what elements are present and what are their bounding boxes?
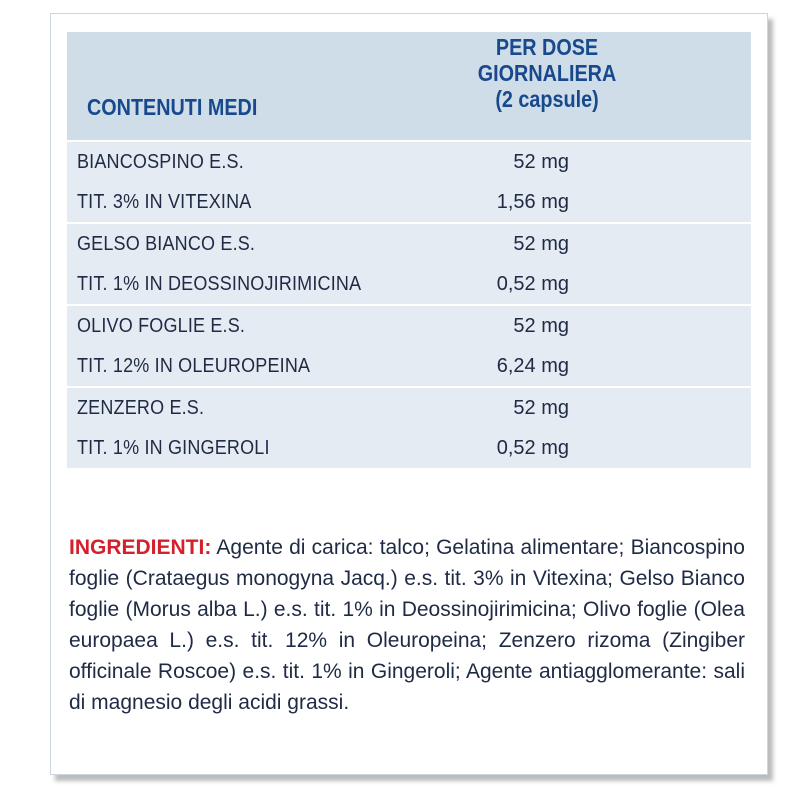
table-row-group bbox=[67, 142, 751, 222]
row-value: 0,52 mg bbox=[496, 437, 569, 459]
table-row bbox=[67, 224, 751, 264]
table-row-group bbox=[67, 224, 751, 304]
ingredients-label: INGREDIENTI: bbox=[69, 536, 212, 559]
table-row bbox=[67, 388, 751, 428]
header-per-dose bbox=[461, 34, 633, 112]
header-line-3: (2 capsule) bbox=[495, 86, 599, 112]
row-name: OLIVO FOGLIE E.S. bbox=[77, 315, 246, 337]
nutrition-label-card bbox=[50, 13, 768, 775]
row-name: GELSO BIANCO E.S. bbox=[77, 233, 256, 255]
table-row bbox=[67, 264, 751, 304]
table-row bbox=[67, 428, 751, 468]
row-value: 6,24 mg bbox=[496, 355, 569, 377]
nutrition-table bbox=[67, 32, 751, 468]
row-name: TIT. 1% IN DEOSSINOJIRIMICINA bbox=[77, 273, 362, 295]
row-value: 52 mg bbox=[513, 315, 569, 337]
table-row bbox=[67, 306, 751, 346]
table-row-group bbox=[67, 306, 751, 386]
table-row bbox=[67, 182, 751, 222]
row-name: TIT. 12% IN OLEUROPEINA bbox=[77, 355, 311, 377]
ingredients-paragraph bbox=[69, 532, 745, 718]
header-line-1: PER DOSE bbox=[495, 34, 599, 60]
row-name: TIT. 1% IN GINGEROLI bbox=[77, 437, 270, 459]
table-header bbox=[67, 32, 751, 140]
row-value: 1,56 mg bbox=[496, 191, 569, 213]
row-name: TIT. 3% IN VITEXINA bbox=[77, 191, 252, 213]
ingredients-text: Agente di carica: talco; Gelatina alimentare; Biancospino foglie (Crataegus monogyna Jacq.) e.s. tit. 3% in Vitexina; Gelso Bianco foglie (Morus alba L.) e.s. tit. 1% in Deossinojirimicina; Olivo foglie (Olea europaea L.) e.s. tit. 12% in Oleuropeina; Zenzero rizoma (Zingiber officinale Roscoe) e.s. tit. 1% in Gingeroli; Agente antiagglomerante: sali di magnesio degli acidi grassi. bbox=[69, 536, 745, 714]
row-name: ZENZERO E.S. bbox=[77, 397, 205, 419]
table-row-group bbox=[67, 388, 751, 468]
header-line-2: GIORNALIERA bbox=[477, 60, 617, 86]
row-value: 0,52 mg bbox=[496, 273, 569, 295]
row-value: 52 mg bbox=[513, 397, 569, 419]
row-value: 52 mg bbox=[513, 151, 569, 173]
table-row bbox=[67, 142, 751, 182]
table-row bbox=[67, 346, 751, 386]
row-name: BIANCOSPINO E.S. bbox=[77, 151, 244, 173]
header-contenuti-medi: CONTENUTI MEDI bbox=[87, 94, 258, 120]
row-value: 52 mg bbox=[513, 233, 569, 255]
